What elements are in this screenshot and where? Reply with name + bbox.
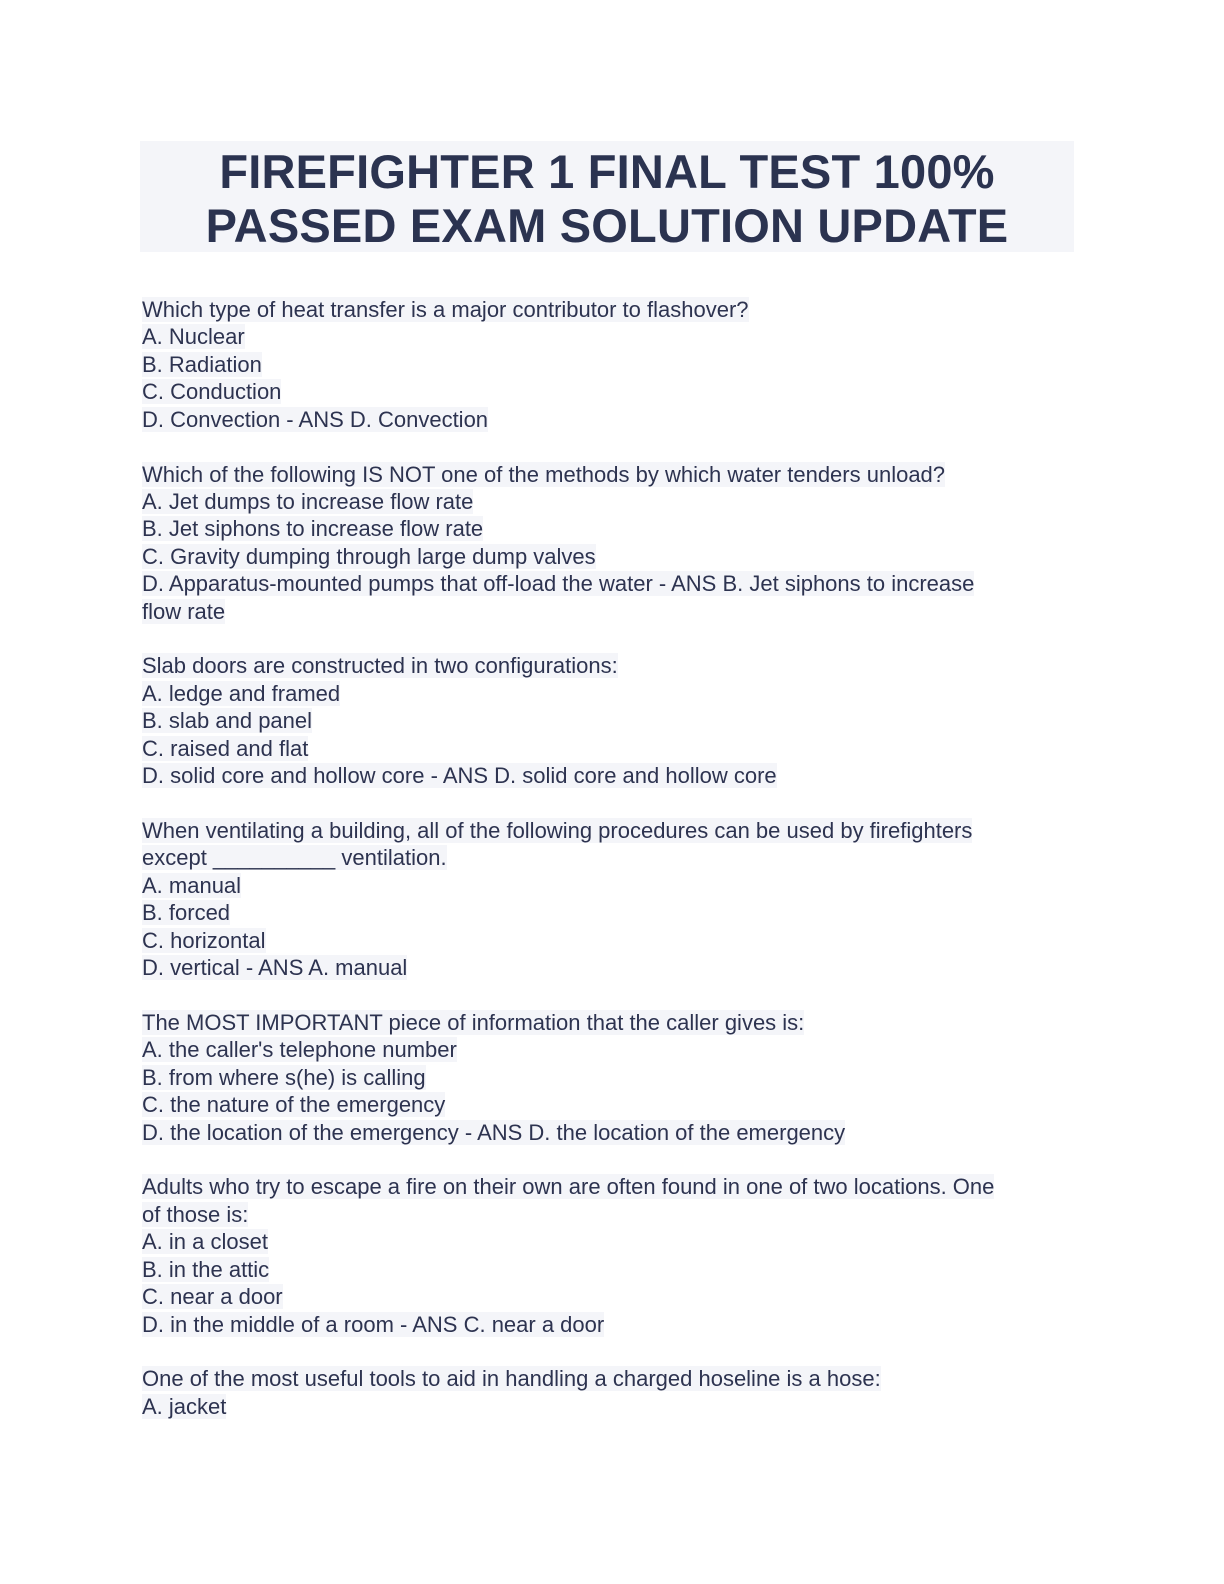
answer-option-with-solution: D. Convection - ANS D. Convection: [142, 406, 489, 432]
answer-option-with-solution-cont: flow rate: [142, 598, 226, 624]
question-list: [142, 296, 1077, 1448]
question-block: [142, 1009, 1077, 1146]
question-text: Adults who try to escape a fire on their own are often found in one of two locations. One: [142, 1174, 995, 1200]
question-block: [142, 652, 1077, 789]
question-text: The MOST IMPORTANT piece of information that the caller gives is:: [142, 1009, 805, 1035]
question-text: When ventilating a building, all of the following procedures can be used by firefighters: [142, 818, 973, 843]
answer-option: A. ledge and framed: [142, 680, 341, 706]
title-line-2: PASSED EXAM SOLUTION UPDATE: [205, 199, 1009, 252]
answer-option-with-solution: D. vertical - ANS A. manual: [142, 955, 408, 981]
question-text: Slab doors are constructed in two configurations:: [142, 653, 618, 679]
question-block: [142, 461, 1077, 625]
document-title: [140, 141, 1074, 252]
answer-option: A. Jet dumps to increase flow rate: [142, 488, 474, 514]
answer-option: A. manual: [142, 872, 242, 898]
answer-option: B. forced: [142, 900, 231, 926]
answer-option: A. Nuclear: [142, 324, 245, 350]
answer-option-with-solution: D. the location of the emergency - ANS D. the location of the emergency: [142, 1119, 846, 1145]
answer-option: C. near a door: [142, 1284, 283, 1310]
question-block: [142, 1173, 1077, 1337]
answer-option: C. raised and flat: [142, 735, 309, 761]
answer-option: A. the caller's telephone number: [142, 1037, 457, 1063]
answer-option: B. Jet siphons to increase flow rate: [142, 516, 484, 542]
question-text: One of the most useful tools to aid in handling a charged hoseline is a hose:: [142, 1366, 881, 1392]
answer-option: C. Conduction: [142, 379, 282, 405]
answer-option: C. Gravity dumping through large dump valves: [142, 543, 596, 569]
question-block: [142, 296, 1077, 433]
answer-option-with-solution: D. Apparatus-mounted pumps that off-load the water - ANS B. Jet siphons to increase: [142, 571, 975, 597]
question-text-cont: except __________ ventilation.: [142, 845, 447, 871]
question-text-cont: of those is:: [142, 1201, 249, 1227]
question-block: [142, 1365, 1077, 1420]
answer-option: C. horizontal: [142, 927, 266, 953]
answer-option: B. from where s(he) is calling: [142, 1064, 426, 1090]
question-text: Which of the following IS NOT one of the methods by which water tenders unload?: [142, 461, 946, 487]
answer-option: A. jacket: [142, 1393, 227, 1419]
answer-option: C. the nature of the emergency: [142, 1092, 446, 1118]
answer-option: B. in the attic: [142, 1256, 270, 1282]
answer-option: B. Radiation: [142, 351, 262, 377]
answer-option: B. slab and panel: [142, 708, 313, 734]
answer-option-with-solution: D. solid core and hollow core - ANS D. solid core and hollow core: [142, 763, 777, 789]
question-text: Which type of heat transfer is a major contributor to flashover?: [142, 297, 749, 322]
title-line-1: FIREFIGHTER 1 FINAL TEST 100%: [219, 145, 995, 198]
question-block: [142, 817, 1077, 981]
answer-option-with-solution: D. in the middle of a room - ANS C. near a door: [142, 1311, 605, 1337]
answer-option: A. in a closet: [142, 1229, 268, 1255]
